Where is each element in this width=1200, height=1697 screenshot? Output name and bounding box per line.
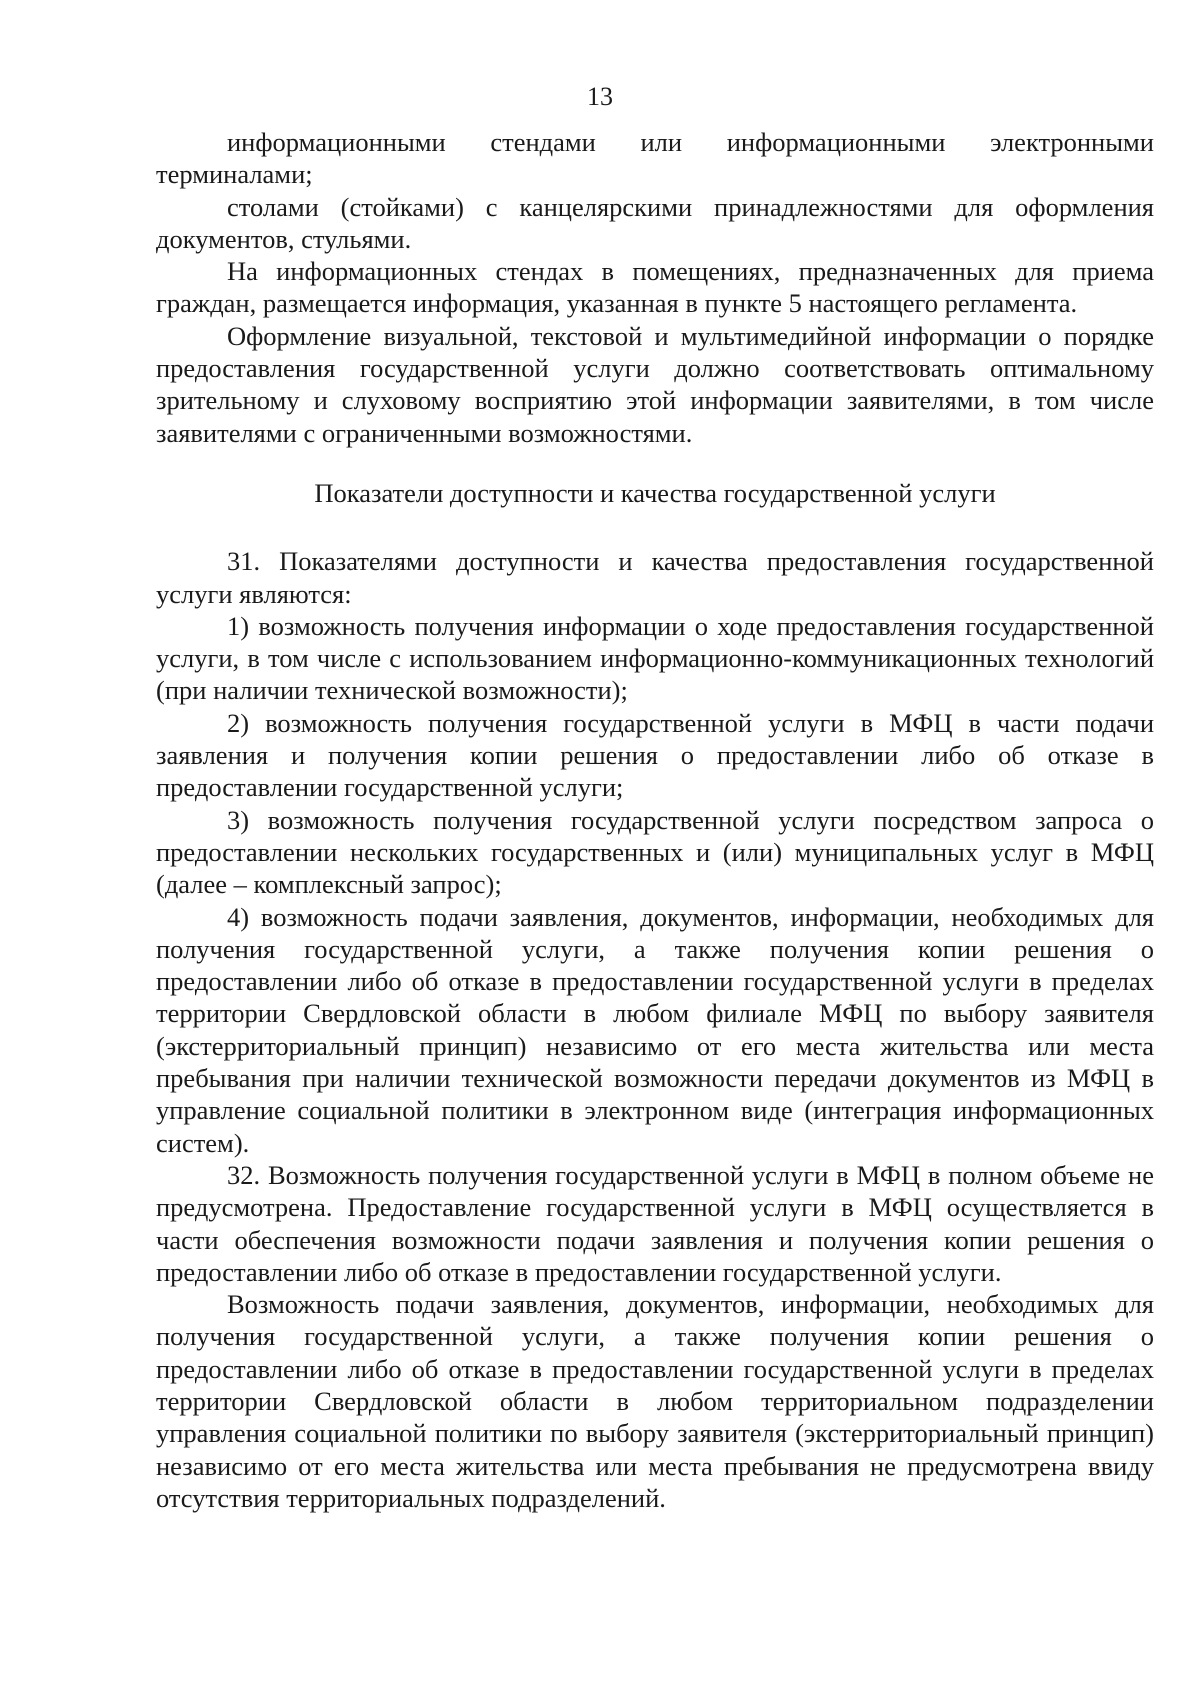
paragraph-31-item-1: 1) возможность получения информации о ходе предоставления государственной услуги, в том числе с использованием информационно-коммуникационных технологий (при наличии технической возможности);	[156, 610, 1154, 706]
paragraph-multimedia-design: Оформление визуальной, текстовой и мультимедийной информации о порядке предоставления государственной услуги должно соответствовать оптимальному зрительному и слуховому восприятию этой информации заявителями, в том числе заявителями с ограниченными возможностями.	[156, 320, 1154, 448]
paragraph-tables: столами (стойками) с канцелярскими принадлежностями для оформления документов, стульями.	[156, 191, 1154, 254]
page-number: 13	[587, 82, 613, 111]
paragraph-32-continued: Возможность подачи заявления, документов, информации, необходимых для получения государственной услуги, а также получения копии решения о предоставлении либо об отказе в предоставлении государственной услуги в пределах территории Свердловской области в любом территориальном подразделении управления социальной политики по выбору заявителя (экстерриториальный принцип) независимо от его места жительства или места пребывания не предусмотрена ввиду отсутствия территориальных подразделений.	[156, 1289, 1154, 1513]
paragraph-31-item-4: 4) возможность подачи заявления, документов, информации, необходимых для получения государственной услуги, а также получения копии решения о предоставлении либо об отказе в предоставлении государственной услуги в пределах территории Свердловской области в любом филиале МФЦ по выбору заявителя (экстерриториальный принцип) независимо от его места жительства или места пребывания при наличии технической возможности передачи документов из МФЦ в управление социальной политики в электронном виде (интеграция информационных систем).	[156, 901, 1154, 1158]
paragraph-32: 32. Возможность получения государственной услуги в МФЦ в полном объеме не предусмотрена. Предоставление государственной услуги в МФЦ осуществляется в части обеспечения возможности подачи заявления и получения копии решения о предоставлении либо об отказе в предоставлении государственной услуги.	[156, 1159, 1154, 1287]
paragraph-stand-information: На информационных стендах в помещениях, предназначенных для приема граждан, размещается информация, указанная в пункте 5 настоящего регламента.	[156, 256, 1154, 319]
section-heading: Показатели доступности и качества государственной услуги	[314, 477, 996, 508]
paragraph-31-intro: 31. Показателями доступности и качества предоставления государственной услуги являются:	[156, 546, 1154, 609]
paragraph-info-stands: информационными стендами или информационными электронными терминалами;	[156, 127, 1154, 190]
paragraph-31-item-2: 2) возможность получения государственной услуги в МФЦ в части подачи заявления и получения копии решения о предоставлении либо об отказе в предоставлении государственной услуги;	[156, 707, 1154, 803]
paragraph-31-item-3: 3) возможность получения государственной услуги посредством запроса о предоставлении нескольких государственных и (или) муниципальных услуг в МФЦ (далее – комплексный запрос);	[156, 804, 1154, 900]
document-body	[156, 126, 1154, 1514]
